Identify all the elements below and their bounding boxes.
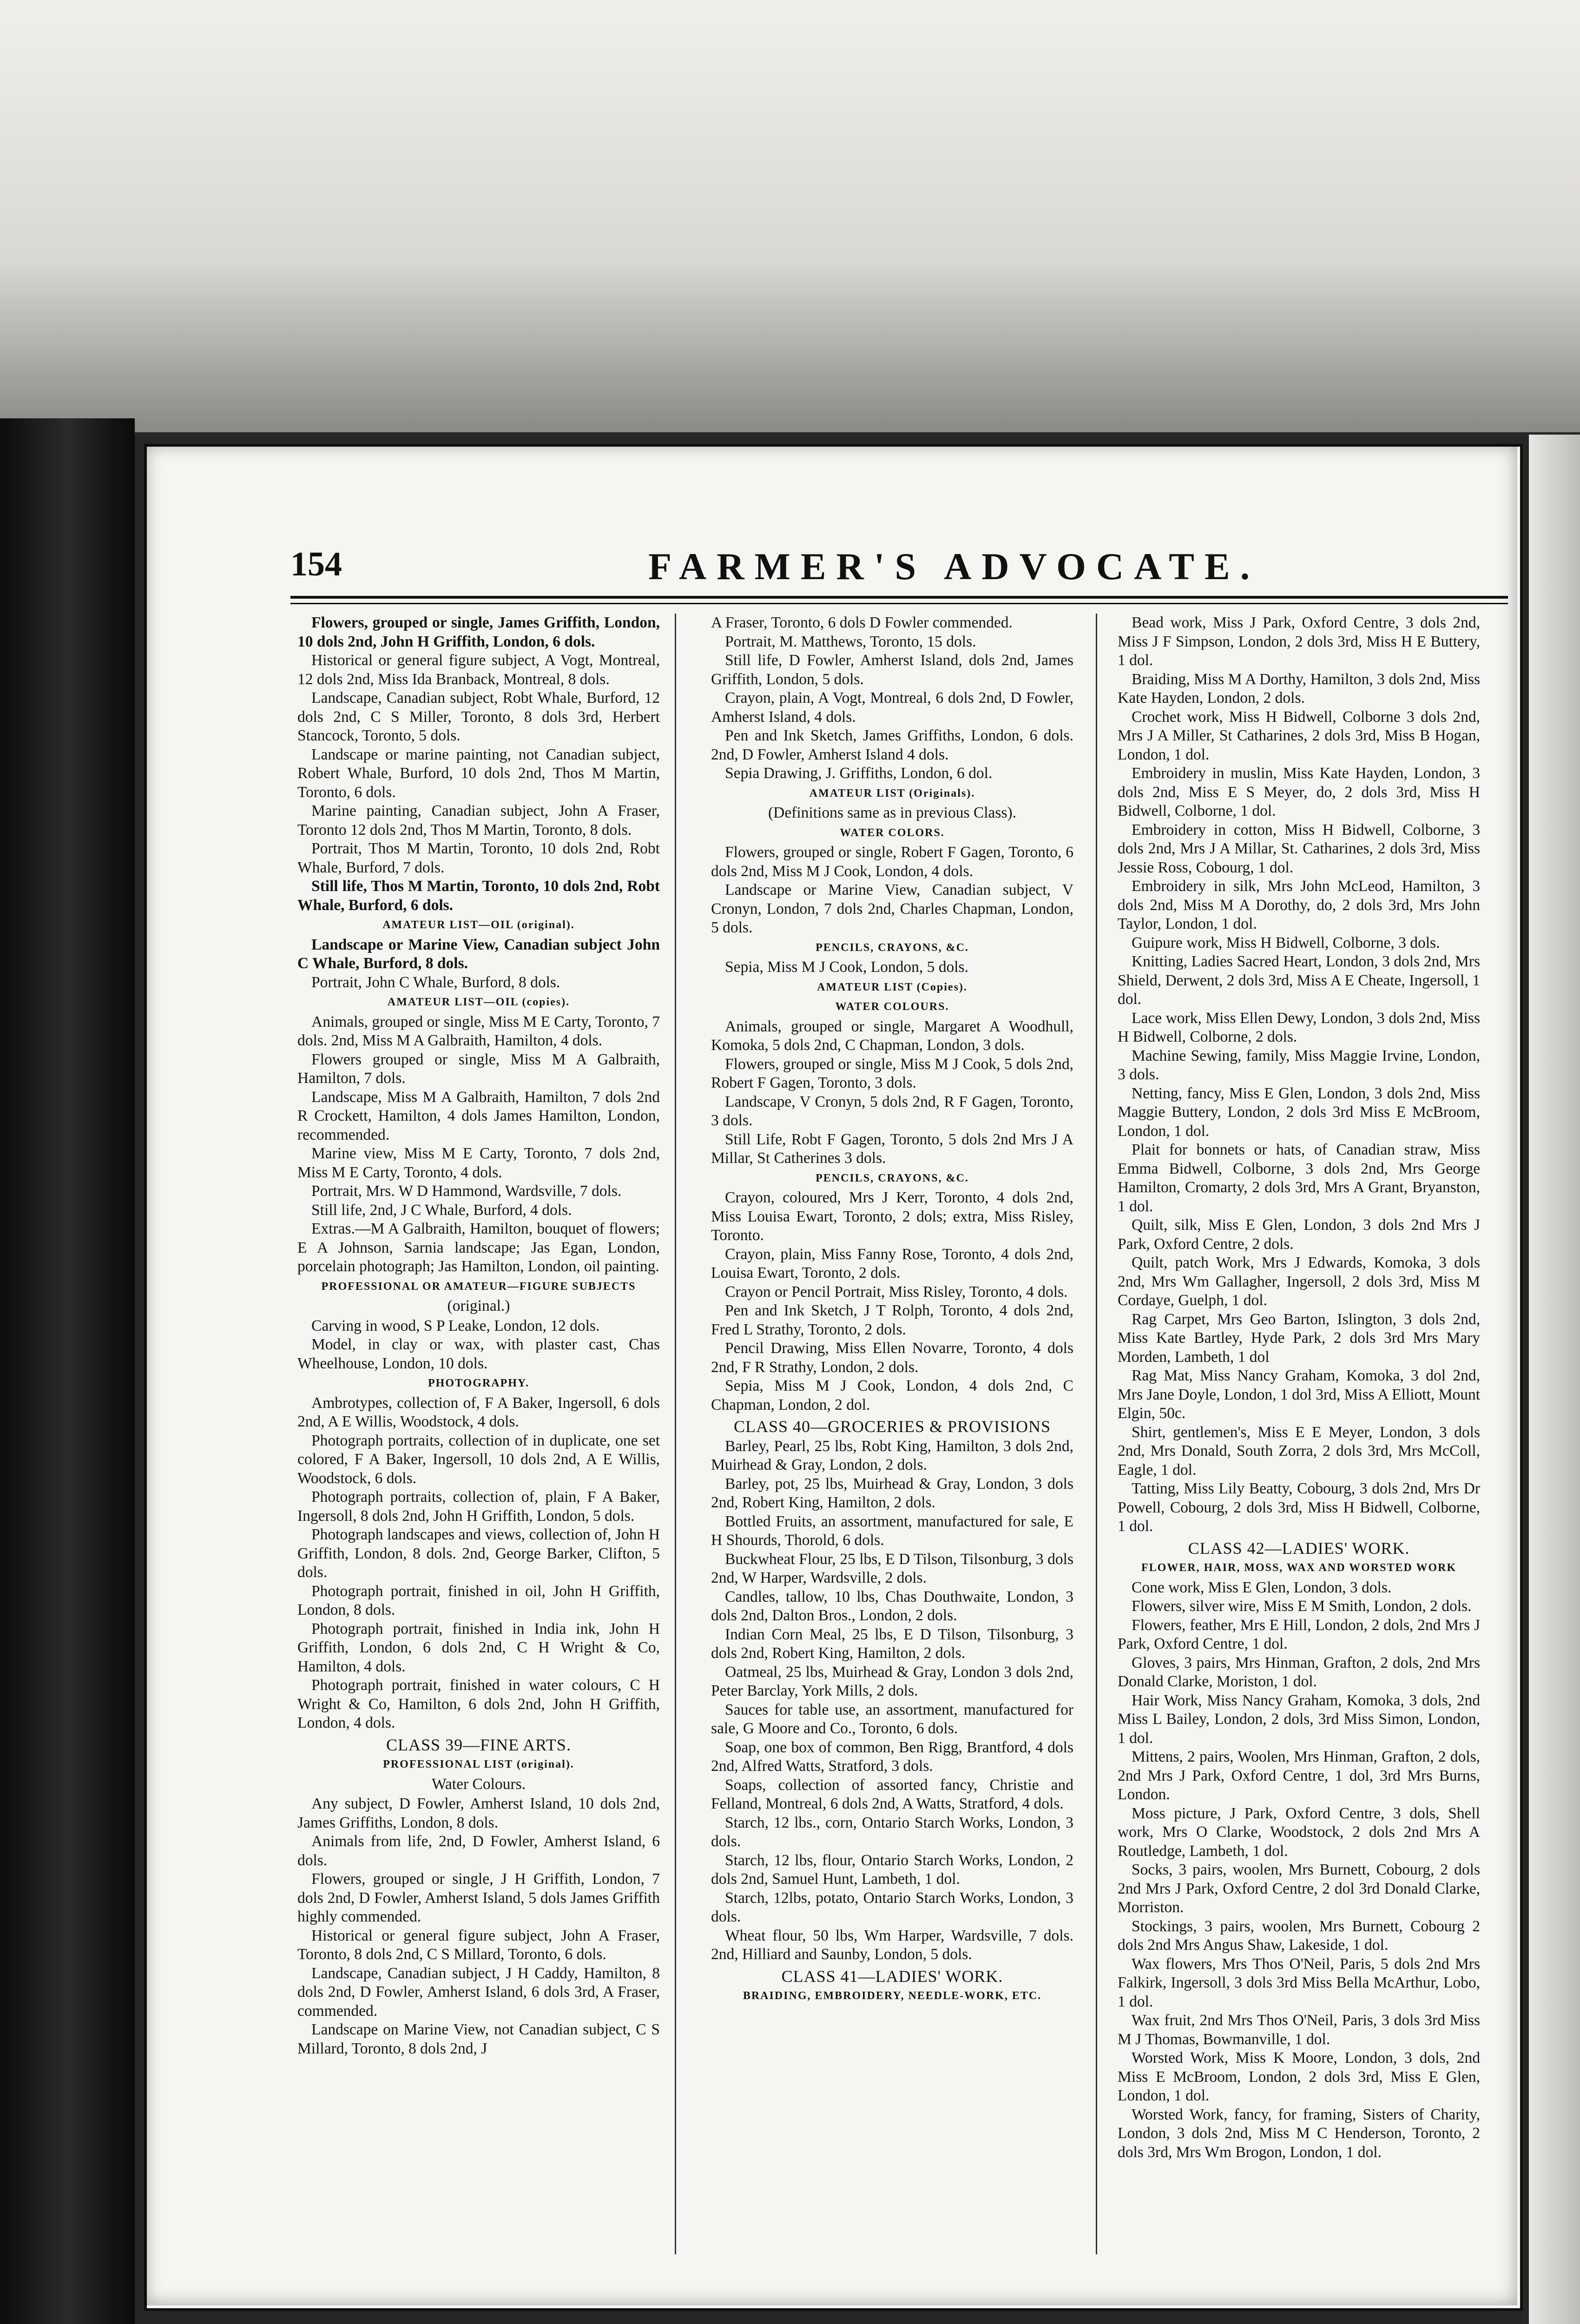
listing-entry: Candles, tallow, 10 lbs, Chas Douthwaite, London, 3 dols 2nd, Dalton Bros., London, 2 dols. xyxy=(711,1588,1073,1624)
list-subheading: WATER COLORS. xyxy=(840,826,945,839)
listing-entry: Pencil Drawing, Miss Ellen Novarre, Toronto, 4 dols 2nd, F R Strathy, London, 2 dols. xyxy=(711,1340,1073,1376)
list-subheading: AMATEUR LIST—OIL (original). xyxy=(382,919,575,931)
listing-entry: Bottled Fruits, an assortment, manufactured for sale, E H Shourds, Thorold, 6 dols. xyxy=(711,1512,1073,1549)
listing-entry: Indian Corn Meal, 25 lbs, E D Tilson, Tilsonburg, 3 dols 2nd, Robert King, Hamilton, 2 dols. xyxy=(711,1625,1073,1662)
listing-entry: Barley, Pearl, 25 lbs, Robt King, Hamilton, 3 dols 2nd, Muirhead & Gray, London, 2 dols. xyxy=(711,1437,1073,1473)
page-number: 154 xyxy=(290,545,342,583)
listing-entry: Netting, fancy, Miss E Glen, London, 3 dols 2nd, Miss Maggie Buttery, London, 2 dols 3rd Miss E McBroom, London, 1 dol. xyxy=(1118,1084,1480,1140)
list-subheading: FLOWER, HAIR, MOSS, WAX AND WORSTED WORK xyxy=(1141,1562,1457,1574)
listing-entry: Starch, 12lbs, potato, Ontario Starch Works, London, 3 dols. xyxy=(711,1889,1073,1925)
column-divider xyxy=(675,614,676,2254)
listing-entry: Portrait, Thos M Martin, Toronto, 10 dols 2nd, Robt Whale, Burford, 7 dols. xyxy=(297,840,660,876)
listing-entry: Crayon, plain, Miss Fanny Rose, Toronto, 4 dols 2nd, Louisa Ewart, Toronto, 2 dols. xyxy=(711,1245,1073,1281)
masthead-title: FARMER'S ADVOCATE. xyxy=(648,545,1260,588)
class-heading: CLASS 39—FINE ARTS. xyxy=(386,1735,571,1754)
class-heading: CLASS 40—GROCERIES & PROVISIONS xyxy=(733,1417,1051,1436)
listing-entry: Animals from life, 2nd, D Fowler, Amherst Island, 6 dols. xyxy=(297,1833,660,1869)
list-subheading: BRAIDING, EMBROIDERY, NEEDLE-WORK, ETC. xyxy=(743,1990,1042,2002)
listing-entry: Still life, D Fowler, Amherst Island, dols 2nd, James Griffith, London, 5 dols. xyxy=(711,652,1073,688)
listing-entry: Marine painting, Canadian subject, John A Fraser, Toronto 12 dols 2nd, Thos M Martin, Toronto, 8 dols. xyxy=(297,802,660,838)
listing-entry: Portrait, M. Matthews, Toronto, 15 dols. xyxy=(725,633,976,650)
listing-entry: Sepia, Miss M J Cook, London, 4 dols 2nd, C Chapman, London, 2 dol. xyxy=(711,1377,1073,1413)
list-subheading: (original.) xyxy=(447,1297,510,1314)
listing-entry: Portrait, John C Whale, Burford, 8 dols. xyxy=(311,973,560,991)
listing-entry: Guipure work, Miss H Bidwell, Colborne, 3 dols. xyxy=(1132,934,1440,951)
listing-entry: Carving in wood, S P Leake, London, 12 dols. xyxy=(311,1317,600,1334)
listing-entry: Bead work, Miss J Park, Oxford Centre, 3 dols 2nd, Miss J F Simpson, London, 2 dols 3rd, Miss H E Buttery, 1 dol. xyxy=(1118,614,1480,669)
listing-entry: Starch, 12 lbs., corn, Ontario Starch Works, London, 3 dols. xyxy=(711,1814,1073,1850)
column-divider xyxy=(1096,614,1097,2254)
listing-entry: Extras.—M A Galbraith, Hamilton, bouquet of flowers; E A Johnson, Sarnia landscape; Jas Egan, London, porcelain photograph; Jas Hamilton, London, oil painting. xyxy=(297,1220,660,1275)
list-subheading: PENCILS, CRAYONS, &C. xyxy=(816,941,969,954)
listing-entry: Rag Mat, Miss Nancy Graham, Komoka, 3 dol 2nd, Mrs Jane Doyle, London, 1 dol 3rd, Miss A Elliott, Mount Elgin, 50c. xyxy=(1118,1367,1480,1422)
listing-entry: Historical or general figure subject, John A Fraser, Toronto, 8 dols 2nd, C S Millard, Toronto, 6 dols. xyxy=(297,1927,660,1963)
column-2 xyxy=(711,614,1073,2282)
listing-entry: Embroidery in muslin, Miss Kate Hayden, London, 3 dols 2nd, Miss E S Meyer, do, 2 dols 3rd, Miss H Bidwell, Colborne, 1 dol. xyxy=(1118,765,1480,819)
listing-entry: Photograph portrait, finished in India ink, John H Griffith, London, 6 dols 2nd, C H Wright & Co, Hamilton, 4 dols. xyxy=(297,1620,660,1675)
listing-entry: Photograph portrait, finished in oil, John H Griffith, London, 8 dols. xyxy=(297,1582,660,1618)
scan-left-edge xyxy=(0,418,135,2324)
class-heading: CLASS 42—LADIES' WORK. xyxy=(1188,1538,1410,1558)
list-subheading: AMATEUR LIST—OIL (copies). xyxy=(387,996,570,1008)
listing-entry: Sepia, Miss M J Cook, London, 5 dols. xyxy=(725,958,968,976)
listing-entry: Landscape, Canadian subject, Robt Whale, Burford, 12 dols 2nd, C S Miller, Toronto, 8 dols 3rd, Herbert Stancock, Toronto, 5 dols. xyxy=(297,689,660,744)
listing-entry: Oatmeal, 25 lbs, Muirhead & Gray, London 3 dols 2nd, Peter Barclay, York Mills, 2 dols. xyxy=(711,1663,1073,1699)
list-subheading: (Definitions same as in previous Class). xyxy=(768,804,1017,821)
listing-entry: Ambrotypes, collection of, F A Baker, Ingersoll, 6 dols 2nd, A E Willis, Woodstock, 4 dols. xyxy=(297,1394,660,1430)
listing-entry: Sepia Drawing, J. Griffiths, London, 6 dol. xyxy=(725,765,993,782)
scan-right-strip xyxy=(1529,435,1580,2324)
list-subheading: PHOTOGRAPHY. xyxy=(428,1377,530,1389)
listing-entry: Flowers, grouped or single, James Griffith, London, 10 dols 2nd, John H Griffith, London, 6 dols. xyxy=(297,614,660,650)
listing-entry: Mittens, 2 pairs, Woolen, Mrs Hinman, Grafton, 2 dols, 2nd Mrs J Park, Oxford Centre, 1 dol, 3rd Mrs Burns, London. xyxy=(1118,1748,1480,1803)
listing-entry: Still Life, Robt F Gagen, Toronto, 5 dols 2nd Mrs J A Millar, St Catherines 3 dols. xyxy=(711,1130,1073,1167)
listing-entry: Crayon, plain, A Vogt, Montreal, 6 dols 2nd, D Fowler, Amherst Island, 4 dols. xyxy=(711,689,1073,726)
listing-entry: Tatting, Miss Lily Beatty, Cobourg, 3 dols 2nd, Mrs Dr Powell, Cobourg, 2 dols 3rd, Miss H Bidwell, Colborne, 1 dol. xyxy=(1118,1480,1480,1535)
listing-entry: Portrait, Mrs. W D Hammond, Wardsville, 7 dols. xyxy=(311,1182,622,1200)
listing-entry: Buckwheat Flour, 25 lbs, E D Tilson, Tilsonburg, 3 dols 2nd, W Harper, Wardsville, 2 dols. xyxy=(711,1550,1073,1586)
listing-entry: Landscape or Marine View, Canadian subject, V Cronyn, London, 7 dols 2nd, Charles Chapman, London, 5 dols. xyxy=(711,881,1073,936)
column-1 xyxy=(297,614,660,2282)
column-3 xyxy=(1118,614,1480,2282)
list-subheading: PENCILS, CRAYONS, &C. xyxy=(816,1172,969,1184)
listing-entry: Marine view, Miss M E Carty, Toronto, 7 dols 2nd, Miss M E Carty, Toronto, 4 dols. xyxy=(297,1145,660,1181)
listing-entry: Landscape or marine painting, not Canadian subject, Robert Whale, Burford, 10 dols 2nd, Thos M Martin, Toronto, 6 dols. xyxy=(297,746,660,801)
listing-entry: Still life, Thos M Martin, Toronto, 10 dols 2nd, Robt Whale, Burford, 6 dols. xyxy=(297,878,660,914)
listing-entry: Cone work, Miss E Glen, London, 3 dols. xyxy=(1132,1578,1392,1596)
listing-entry: Historical or general figure subject, A Vogt, Montreal, 12 dols 2nd, Miss Ida Branback, Montreal, 8 dols. xyxy=(297,652,660,688)
list-subheading: Water Colours. xyxy=(432,1775,526,1793)
page-header xyxy=(290,545,1508,589)
listing-entry: Flowers, silver wire, Miss E M Smith, London, 2 dols. xyxy=(1132,1598,1472,1615)
listing-entry: Lace work, Miss Ellen Dewy, London, 3 dols 2nd, Miss H Bidwell, Colborne, 2 dols. xyxy=(1118,1009,1480,1045)
listing-entry: Starch, 12 lbs, flour, Ontario Starch Works, London, 2 dols 2nd, Samuel Hunt, Lambeth, 1 dol. xyxy=(711,1851,1073,1888)
listing-entry: Worsted Work, fancy, for framing, Sisters of Charity, London, 3 dols 2nd, Miss M C Henderson, Toronto, 2 dols 3rd, Mrs Wm Brogon, London, 1 dol. xyxy=(1118,2106,1480,2161)
listing-entry: Braiding, Miss M A Dorthy, Hamilton, 3 dols 2nd, Miss Kate Hayden, London, 2 dols. xyxy=(1118,670,1480,706)
listing-entry: Gloves, 3 pairs, Mrs Hinman, Grafton, 2 dols, 2nd Mrs Donald Clarke, Moriston, 1 dol. xyxy=(1118,1654,1480,1690)
listing-entry: Flowers, grouped or single, J H Griffith, London, 7 dols 2nd, D Fowler, Amherst Island, 5 dols James Griffith highly commended. xyxy=(297,1870,660,1925)
listing-entry: Soaps, collection of assorted fancy, Christie and Felland, Montreal, 6 dols 2nd, A Watts, Stratford, 4 dols. xyxy=(711,1776,1073,1812)
scan-background-top xyxy=(0,0,1580,432)
listing-entry: Flowers grouped or single, Miss M A Galbraith, Hamilton, 7 dols. xyxy=(297,1050,660,1087)
listing-entry: Any subject, D Fowler, Amherst Island, 10 dols 2nd, James Griffiths, London, 8 dols. xyxy=(297,1795,660,1831)
listing-entry: Stockings, 3 pairs, woolen, Mrs Burnett, Cobourg 2 dols 2nd Mrs Angus Shaw, Lakeside, 1 dol. xyxy=(1118,1917,1480,1954)
listing-entry: Landscape, Miss M A Galbraith, Hamilton, 7 dols 2nd R Crockett, Hamilton, 4 dols James Hamilton, London, recommended. xyxy=(297,1088,660,1143)
listing-entry: Crayon, coloured, Mrs J Kerr, Toronto, 4 dols 2nd, Miss Louisa Ewart, Toronto, 2 dols; extra, Miss Risley, Toronto. xyxy=(711,1189,1073,1244)
listing-entry: Moss picture, J Park, Oxford Centre, 3 dols, Shell work, Mrs O Clarke, Woodstock, 2 dols 2nd Mrs A Routledge, Lambeth, 1 dol. xyxy=(1118,1804,1480,1860)
listing-entry: Photograph landscapes and views, collection of, John H Griffith, London, 8 dols. 2nd, George Barker, Clifton, 5 dols. xyxy=(297,1526,660,1581)
listing-entry: Shirt, gentlemen's, Miss E E Meyer, London, 3 dols 2nd, Mrs Donald, South Zorra, 2 dols 3rd, Mrs McColl, Eagle, 1 dol. xyxy=(1118,1423,1480,1479)
listing-entry: Model, in clay or wax, with plaster cast, Chas Wheelhouse, London, 10 dols. xyxy=(297,1336,660,1372)
listing-entry: Rag Carpet, Mrs Geo Barton, Islington, 3 dols 2nd, Miss Kate Bartley, Hyde Park, 2 dols 3rd Mrs Mary Morden, Lambeth, 1 dol xyxy=(1118,1310,1480,1366)
listing-entry: Flowers, feather, Mrs E Hill, London, 2 dols, 2nd Mrs J Park, Oxford Centre, 1 dol. xyxy=(1118,1616,1480,1652)
listing-entry: Photograph portraits, collection of, plain, F A Baker, Ingersoll, 8 dols 2nd, John H Griffith, London, 5 dols. xyxy=(297,1488,660,1525)
listing-entry: Landscape on Marine View, not Canadian subject, C S Millard, Toronto, 8 dols 2nd, J xyxy=(297,2021,660,2057)
listing-entry: Embroidery in silk, Mrs John McLeod, Hamilton, 3 dols 2nd, Miss M A Dorothy, do, 2 dols 3rd, Mrs John Taylor, London, 1 dol. xyxy=(1118,878,1480,932)
listing-entry: Animals, grouped or single, Margaret A Woodhull, Komoka, 5 dols 2nd, C Chapman, London, 3 dols. xyxy=(711,1017,1073,1054)
listing-entry: Pen and Ink Sketch, J T Rolph, Toronto, 4 dols 2nd, Fred L Strathy, Toronto, 2 dols. xyxy=(711,1302,1073,1338)
listing-entry: Quilt, patch Work, Mrs J Edwards, Komoka, 3 dols 2nd, Mrs Wm Gallagher, Ingersoll, 2 dols 3rd, Miss M Cordaye, Guelph, 1 dol. xyxy=(1118,1254,1480,1309)
listing-entry: Sauces for table use, an assortment, manufactured for sale, G Moore and Co., Toronto, 6 dols. xyxy=(711,1701,1073,1737)
listing-entry: Worsted Work, Miss K Moore, London, 3 dols, 2nd Miss E McBroom, London, 2 dols 3rd, Miss E Glen, London, 1 dol. xyxy=(1118,2049,1480,2104)
listing-entry-continued: A Fraser, Toronto, 6 dols D Fowler commended. xyxy=(711,614,1013,631)
listing-entry: Hair Work, Miss Nancy Graham, Komoka, 3 dols, 2nd Miss L Bailey, London, 2 dols, 3rd Miss Simon, London, 1 dol. xyxy=(1118,1691,1480,1747)
listing-entry: Embroidery in cotton, Miss H Bidwell, Colborne, 3 dols 2nd, Mrs J A Millar, St. Catharines, 2 dols 3rd, Miss Jessie Ross, Cobourg, 1 dol. xyxy=(1118,821,1480,876)
listing-entry: Crochet work, Miss H Bidwell, Colborne 3 dols 2nd, Mrs J A Miller, St Catharines, 2 dols 3rd, Miss B Hogan, London, 1 dol. xyxy=(1118,708,1480,763)
listing-entry: Socks, 3 pairs, woolen, Mrs Burnett, Cobourg, 2 dols 2nd Mrs J Park, Oxford Centre, 2 dol 3rd Donald Clarke, Morriston. xyxy=(1118,1861,1480,1916)
listing-entry: Photograph portrait, finished in water colours, C H Wright & Co, Hamilton, 6 dols 2nd, John H Griffith, London, 4 dols. xyxy=(297,1677,660,1731)
listing-entry: Wax flowers, Mrs Thos O'Neil, Paris, 5 dols 2nd Mrs Falkirk, Ingersoll, 3 dols 3rd Miss Bella McArthur, Lobo, 1 dol. xyxy=(1118,1955,1480,2010)
listing-entry: Wheat flour, 50 lbs, Wm Harper, Wardsville, 7 dols. 2nd, Hilliard and Saunby, London, 5 dols. xyxy=(711,1927,1073,1963)
listing-entry: Plait for bonnets or hats, of Canadian straw, Miss Emma Bidwell, Colborne, 3 dols 2nd, Mrs George Hamilton, Cromarty, 2 dols 3rd, Mrs A Grant, Bryanston, 1 dol. xyxy=(1118,1141,1480,1215)
header-rule xyxy=(290,596,1508,604)
list-subheading: PROFESSIONAL OR AMATEUR—FIGURE SUBJECTS xyxy=(321,1280,636,1293)
listing-entry: Animals, grouped or single, Miss M E Carty, Toronto, 7 dols. 2nd, Miss M A Galbraith, Hamilton, 4 dols. xyxy=(297,1013,660,1049)
listing-entry: Flowers, grouped or single, Miss M J Cook, 5 dols 2nd, Robert F Gagen, Toronto, 3 dols. xyxy=(711,1055,1073,1091)
listing-entry: Flowers, grouped or single, Robert F Gagen, Toronto, 6 dols 2nd, Miss M J Cook, London, 4 dols. xyxy=(711,844,1073,880)
listing-entry: Landscape, Canadian subject, J H Caddy, Hamilton, 8 dols 2nd, D Fowler, Amherst Island, 6 dols 3rd, A Fraser, commended. xyxy=(297,1964,660,2020)
listing-entry: Pen and Ink Sketch, James Griffiths, London, 6 dols. 2nd, D Fowler, Amherst Island 4 dols. xyxy=(711,727,1073,763)
listing-entry: Crayon or Pencil Portrait, Miss Risley, Toronto, 4 dols. xyxy=(725,1283,1068,1301)
listing-entry: Soap, one box of common, Ben Rigg, Brantford, 4 dols 2nd, Alfred Watts, Stratford, 3 dols. xyxy=(711,1738,1073,1775)
listing-entry: Wax fruit, 2nd Mrs Thos O'Neil, Paris, 3 dols 3rd Miss M J Thomas, Bowmanville, 1 dol. xyxy=(1118,2012,1480,2048)
listing-entry: Machine Sewing, family, Miss Maggie Irvine, London, 3 dols. xyxy=(1118,1047,1480,1083)
list-subheading: AMATEUR LIST (Originals). xyxy=(809,787,975,799)
listing-entry: Landscape, V Cronyn, 5 dols 2nd, R F Gagen, Toronto, 3 dols. xyxy=(711,1093,1073,1129)
listing-entry: Barley, pot, 25 lbs, Muirhead & Gray, London, 3 dols 2nd, Robert King, Hamilton, 2 dols. xyxy=(711,1475,1073,1511)
listing-entry: Photograph portraits, collection of in duplicate, one set colored, F A Baker, Ingersoll, 10 dols 2nd, A E Willis, Woodstock, 6 dols. xyxy=(297,1432,660,1487)
listing-entry: Still life, 2nd, J C Whale, Burford, 4 dols. xyxy=(311,1201,572,1219)
list-subheading: WATER COLOURS. xyxy=(835,1001,949,1013)
listing-entry: Knitting, Ladies Sacred Heart, London, 3 dols 2nd, Mrs Shield, Derwent, 2 dols 3rd, Miss A E Cheate, Ingersoll, 1 dol. xyxy=(1118,953,1480,1008)
list-subheading: AMATEUR LIST (Copies). xyxy=(817,981,968,993)
class-heading: CLASS 41—LADIES' WORK. xyxy=(781,1967,1003,1986)
list-subheading: PROFESSIONAL LIST (original). xyxy=(383,1758,574,1770)
listing-entry: Landscape or Marine View, Canadian subject John C Whale, Burford, 8 dols. xyxy=(297,936,660,972)
listing-entry: Quilt, silk, Miss E Glen, London, 3 dols 2nd Mrs J Park, Oxford Centre, 2 dols. xyxy=(1118,1216,1480,1253)
